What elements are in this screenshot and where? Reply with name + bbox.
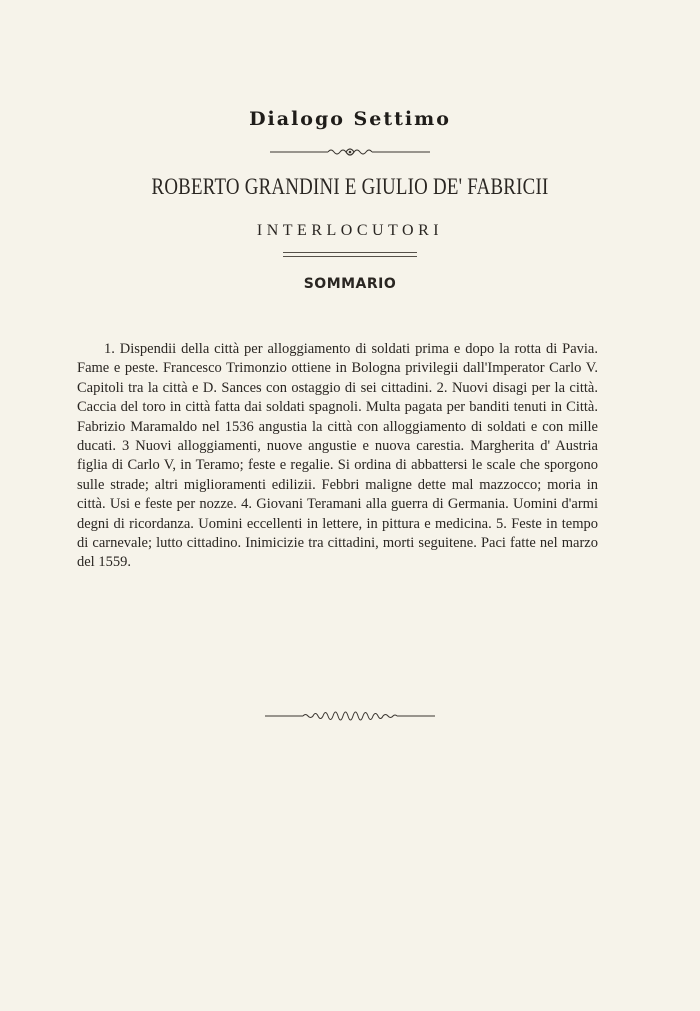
interlocutors-label: INTERLOCUTORI xyxy=(256,222,444,239)
wave-divider-ornament xyxy=(265,708,435,722)
scroll-divider-ornament xyxy=(270,146,430,158)
section-heading: SOMMARIO xyxy=(303,276,397,292)
chapter-title: Dialogo Settimo xyxy=(249,108,451,130)
interlocutors-names: ROBERTO GRANDINI E GIULIO DE' FABRICII xyxy=(151,174,549,199)
double-rule-divider xyxy=(283,252,417,257)
summary-paragraph: 1. Dispendii della città per alloggiamento di soldati prima e dopo la rotta di Pavia. Fame e peste. Francesco Trimonzio ottiene in Bologna privilegii dall'Imperator Carlo V. Capitoli tra la città e D. Sances con ostaggio di sei cittadini. 2. Nuovi disagi per la città. Caccia del toro in città fatta dai soldati spagnoli. Multa pagata per banditi tenuti in Città. Fabrizio Maramaldo nel 1536 angustia la città con alloggiamento di soldati e con mille ducati. 3 Nuovi alloggiamenti, nuove angustie e nuova carestia. Margherita d' Austria figlia di Carlo V, in Teramo; feste e regalie. Si ordina di abbattersi le scale che sporgono sulle strade; altri miglioramenti edilizii. Febbri maligne dette mal mazzocco; moria in città. Usi e feste per nozze. 4. Giovani Teramani alla guerra di Germania. Uomini d'armi degni di ricordanza. Uomini eccellenti in lettere, in pittura e medicina. 5. Feste in tempo di carnevale; lutto cittadino. Inimicizie tra cittadini, morti seguitene. Paci fatte nel marzo del 1559. xyxy=(77,341,598,571)
